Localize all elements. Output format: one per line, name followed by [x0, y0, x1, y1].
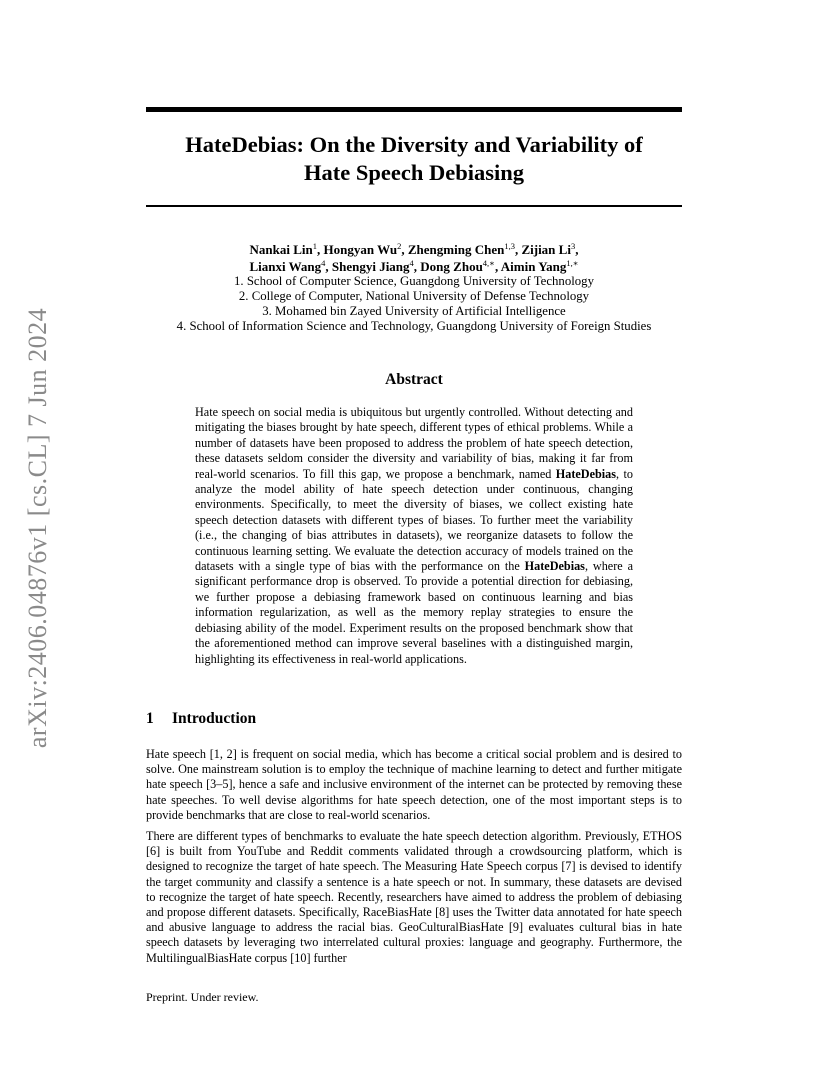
arxiv-identifier-text: arXiv:2406.04876v1 [cs.CL] 7 Jun 2024	[23, 307, 52, 749]
benchmark-name: HateDebias	[524, 559, 585, 574]
abstract-text: Hate speech on social media is ubiquitous but urgently controlled. Without detecting and mitigating the biases brought by hate speech, different types of ethical problems. While a number of datasets have been proposed to address the problem of hate speech detection, these datasets seldom consider the diversity and variability of bias, making it far from real-world scenarios. To fill this gap, we propose a benchmark, named HateDebias, to analyze the model ability of hate speech detection under continuous, changing environments. Specifically, to meet the diversity of biases, we collect existing hate speech detection datasets with different types of biases. To further meet the variability (i.e., the changing of bias attributes in datasets), we reorganize datasets to follow the continuous learning setting. We evaluate the detection accuracy of models trained on the datasets with a single type of bias with the performance on the HateDebias, where a significant performance drop is observed. To provide a potential direction for debiasing, we further propose a debiasing framework based on continuous learning and bias information regularization, as well as the memory replay strategies to ensure the debiasing ability of the model. Experiment results on the proposed benchmark show that the aforementioned method can improve several baselines with a distinguished margin, highlighting its effectiveness in real-world applications.	[195, 405, 633, 666]
title-bottom-rule	[146, 205, 682, 207]
section-number: 1	[146, 710, 154, 727]
author-name: Zijian Li	[521, 242, 571, 257]
section-title: Introduction	[172, 710, 257, 727]
author-name: Dong Zhou	[420, 258, 483, 274]
author-name: Nankai Lin	[249, 242, 313, 257]
paragraph: There are different types of benchmarks to evaluate the hate speech detection algorithm. Previously, ETHOS [6] is built from YouTube and Reddit comments validated through a crowdsourcing platform, which is designed to recognize the target of hate speech. The Measuring Hate Speech corpus [7] is devised to identify the target community and classify a sentence is a hate speech or not. In summary, these datasets are devised to recognize the target of hate speech. Recently, researchers have aimed to address the problem of debiasing and propose different datasets. Specifically, RaceBiasHate [8] uses the Twitter data annotated for hate speech and abusive language to address the racial bias. GeoCulturalBiasHate [9] evaluates cultural bias in hate speech datasets by leveraging two interrelated cultural proxies: language and geography. Furthermore, the MultilingualBiasHate corpus [10] further	[146, 829, 682, 965]
affiliation-item: 1. School of Computer Science, Guangdong University of Technology	[234, 274, 594, 288]
author-affiliation-mark: 1	[312, 241, 318, 251]
author-affiliation-mark: 4	[409, 257, 414, 268]
title-top-rule	[146, 107, 682, 112]
author-affiliation-mark: 3	[570, 241, 576, 251]
author-name: Shengyi Jiang	[331, 258, 410, 274]
affiliation-item: 3. Mohamed bin Zayed University of Artificial Intelligence	[262, 304, 566, 318]
author-name: Aimin Yang	[500, 258, 567, 274]
author-name: Hongyan Wu	[323, 242, 398, 257]
author-affiliation-mark: 1,3	[504, 241, 515, 251]
affiliation-list	[120, 274, 708, 334]
section-heading-introduction	[146, 710, 256, 728]
author-affiliation-mark: 2	[397, 241, 402, 251]
author-line-2: Lianxi Wang$^4$, Shengyi Jiang$^4$, Dong Zhou$^{4,∗}$, Aimin Yang$^{1,∗}$	[249, 257, 579, 274]
author-name: Zhengming Chen	[407, 242, 505, 257]
paper-title-line-1: HateDebias: On the Diversity and Variability of	[185, 132, 643, 157]
author-affiliation-mark: 4	[321, 257, 326, 268]
paragraph: Hate speech [1, 2] is frequent on social media, which has become a critical social problem and is desired to solve. One mainstream solution is to employ the technique of machine learning to detect and further mitigate hate speech [3–5], hence a safe and inclusive environment of the internet can be protected by removing these hate speeches. To well devise algorithms for hate speech detection, one of the most important steps is to provide benchmarks that are close to real-world scenarios.	[146, 747, 682, 822]
author-affiliation-mark: 1,∗	[566, 257, 579, 268]
affiliation-item: 4. School of Information Science and Technology, Guangdong University of Foreign Studies	[176, 319, 652, 333]
author-affiliation-mark: 4,∗	[482, 257, 495, 268]
benchmark-name: HateDebias	[555, 466, 617, 481]
abstract-heading: Abstract	[385, 371, 443, 388]
author-line-1: Nankai Lin$^1$, Hongyan Wu$^2$, Zhengming Chen$^{1,3}$, Zijian Li$^3$,	[249, 241, 579, 257]
affiliation-item: 2. College of Computer, National University of Defense Technology	[238, 289, 590, 303]
footer-note: Preprint. Under review.	[146, 990, 259, 1004]
arxiv-identifier-stamp	[8, 298, 68, 758]
introduction-body	[146, 747, 682, 972]
author-name: Lianxi Wang	[249, 258, 322, 274]
paper-title-line-2: Hate Speech Debiasing	[303, 160, 524, 185]
paper-title	[146, 131, 682, 187]
author-list	[146, 242, 682, 275]
